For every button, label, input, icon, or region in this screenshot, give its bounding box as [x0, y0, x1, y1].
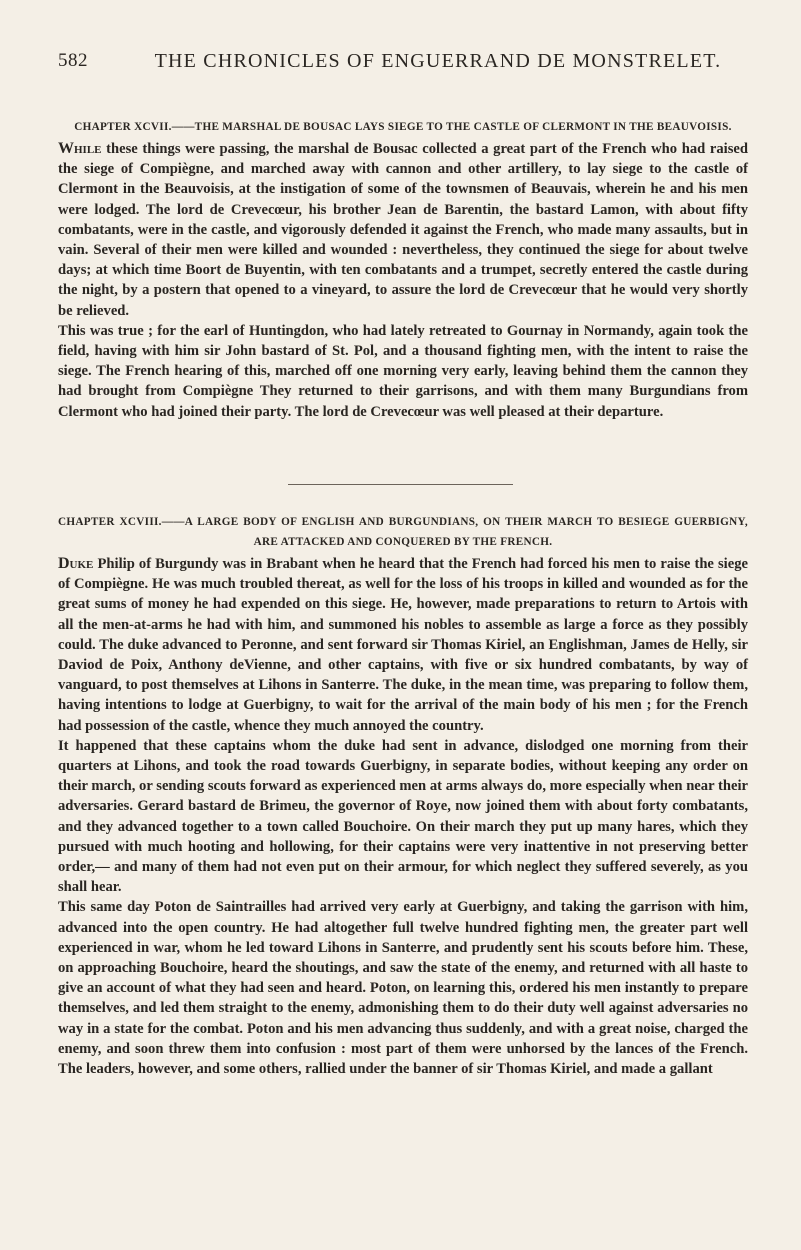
- chapter-97-paragraph-2: This was true ; for the earl of Huntingdon, who had lately retreated to Gournay in Normandy, again took the field, having with him sir John bastard of St. Pol, and a thousand fighting men, with the intent to raise the siege. The French hearing of this, marched off one morning very early, leaving behind them the cannon they had brought from Compiègne They returned to their garrisons, and with them many Burgundians from Clermont who had joined their party. The lord de Crevecœur was well pleased at their departure.: [58, 322, 748, 420]
- running-title: THE CHRONICLES OF ENGUERRAND DE MONSTRELET.: [154, 50, 722, 72]
- chapter-98-text: Philip of Burgundy was in Brabant when he heard that the French had forced his men to raise the siege of Compiègne. He was much troubled thereat, as well for the loss of his troops in killed and wounded as for the great sums of money he had expended on this siege. He, however, made preparations to return to Artois with all the men-at-arms he had with him, and summoned his nobles to assemble as large a force as they possibly could. The duke advanced to Peronne, and sent forward sir Thomas Kiriel, an Englishman, James de Helly, sir Daviod de Poix, Anthony deVienne, and other captains, with five or six hundred combatants, by way of vanguard, to post themselves at Lihons in Santerre. The duke, in the mean time, was preparing to follow them, having intentions to lodge at Guerbigny, to wait for the arrival of the main body of his men ; for the French had possession of the castle, whence they much annoyed the country.: [58, 556, 748, 734]
- running-header: [58, 50, 748, 76]
- chapter-98-paragraph-3: This same day Poton de Saintrailles had arrived very early at Guerbigny, and taking the garrison with him, advanced into the open country. He had altogether full twelve hundred fighting men, the greater part well experienced in war, whom he led toward Lihons in Santerre, and prudently sent his scouts before him. These, on approaching Bouchoire, heard the shoutings, and saw the state of the enemy, and returned with all haste to give an account of what they had seen and heard. Poton, on learning this, ordered his men instantly to prepare themselves, and led them straight to the enemy, admonishing them to do their duty well against adversaries no way in a state for the combat. Poton and his men advancing thus suddenly, and with a great noise, charged the enemy, and soon threw them into confusion : most part of them were unhorsed by the lances of the French. The leaders, however, and some others, rallied under the banner of sir Thomas Kiriel, and made a gallant: [58, 899, 748, 1078]
- chapter-98-section: [58, 512, 748, 1079]
- chapter-98-heading: CHAPTER XCVIII.——A LARGE BODY OF ENGLISH AND BURGUNDIANS, ON THEIR MARCH TO BESIEGE GUERBIGNY, ARE ATTACKED AND CONQUERED BY THE FRENCH.: [58, 516, 748, 548]
- section-divider: [288, 484, 513, 485]
- chapter-98-paragraph-2: It happened that these captains whom the duke had sent in advance, dislodged one morning from their quarters at Lihons, and took the road towards Guerbigny, in separate bodies, without keeping any order on their march, or sending scouts forward as experienced men at arms always do, more especially when near their adversaries. Gerard bastard de Brimeu, the governor of Roye, now joined them with about forty combatants, and they advanced together to a town called Bouchoire. On their march they put up many hares, which they pursued with much hooting and hollowing, for their captains were very inattentive in not preserving better order,— and many of them had not even put on their armour, for which neglect they suffered severely, as you shall hear.: [58, 737, 748, 896]
- chapter-98-lead-word: Duke: [58, 555, 94, 572]
- chapter-97-section: [58, 117, 748, 422]
- chapter-98-paragraph-1: [58, 554, 748, 736]
- chapter-97-text: these things were passing, the marshal de Bousac collected a great part of the French who had raised the siege of Compiègne, and marched away with cannon and other artillery, to lay siege to the castle of Clermont in the Beauvoisis, at the instigation of some of the townsmen of Beauvais, wherein he and his men were lodged. The lord de Crevecœur, his brother Jean de Barentin, the bastard Lamon, with about fifty combatants, were in the castle, and vigorously defended it against the French, who made many assaults, but in vain. Several of their men were killed and wounded : nevertheless, they continued the siege for about twelve days; at which time Boort de Buyentin, with ten combatants and a trumpet, secretly entered the castle during the night, by a postern that opened to a vineyard, to assure the lord de Crevecœur that he would very shortly be relieved.: [58, 141, 748, 319]
- chapter-97-paragraph-1: [58, 139, 748, 321]
- page-number: 582: [58, 50, 88, 71]
- chapter-97-heading: CHAPTER XCVII.——THE MARSHAL DE BOUSAC LAYS SIEGE TO THE CASTLE OF CLERMONT IN THE BEAUVOISIS.: [74, 121, 732, 133]
- chapter-97-lead-word: While: [58, 140, 102, 157]
